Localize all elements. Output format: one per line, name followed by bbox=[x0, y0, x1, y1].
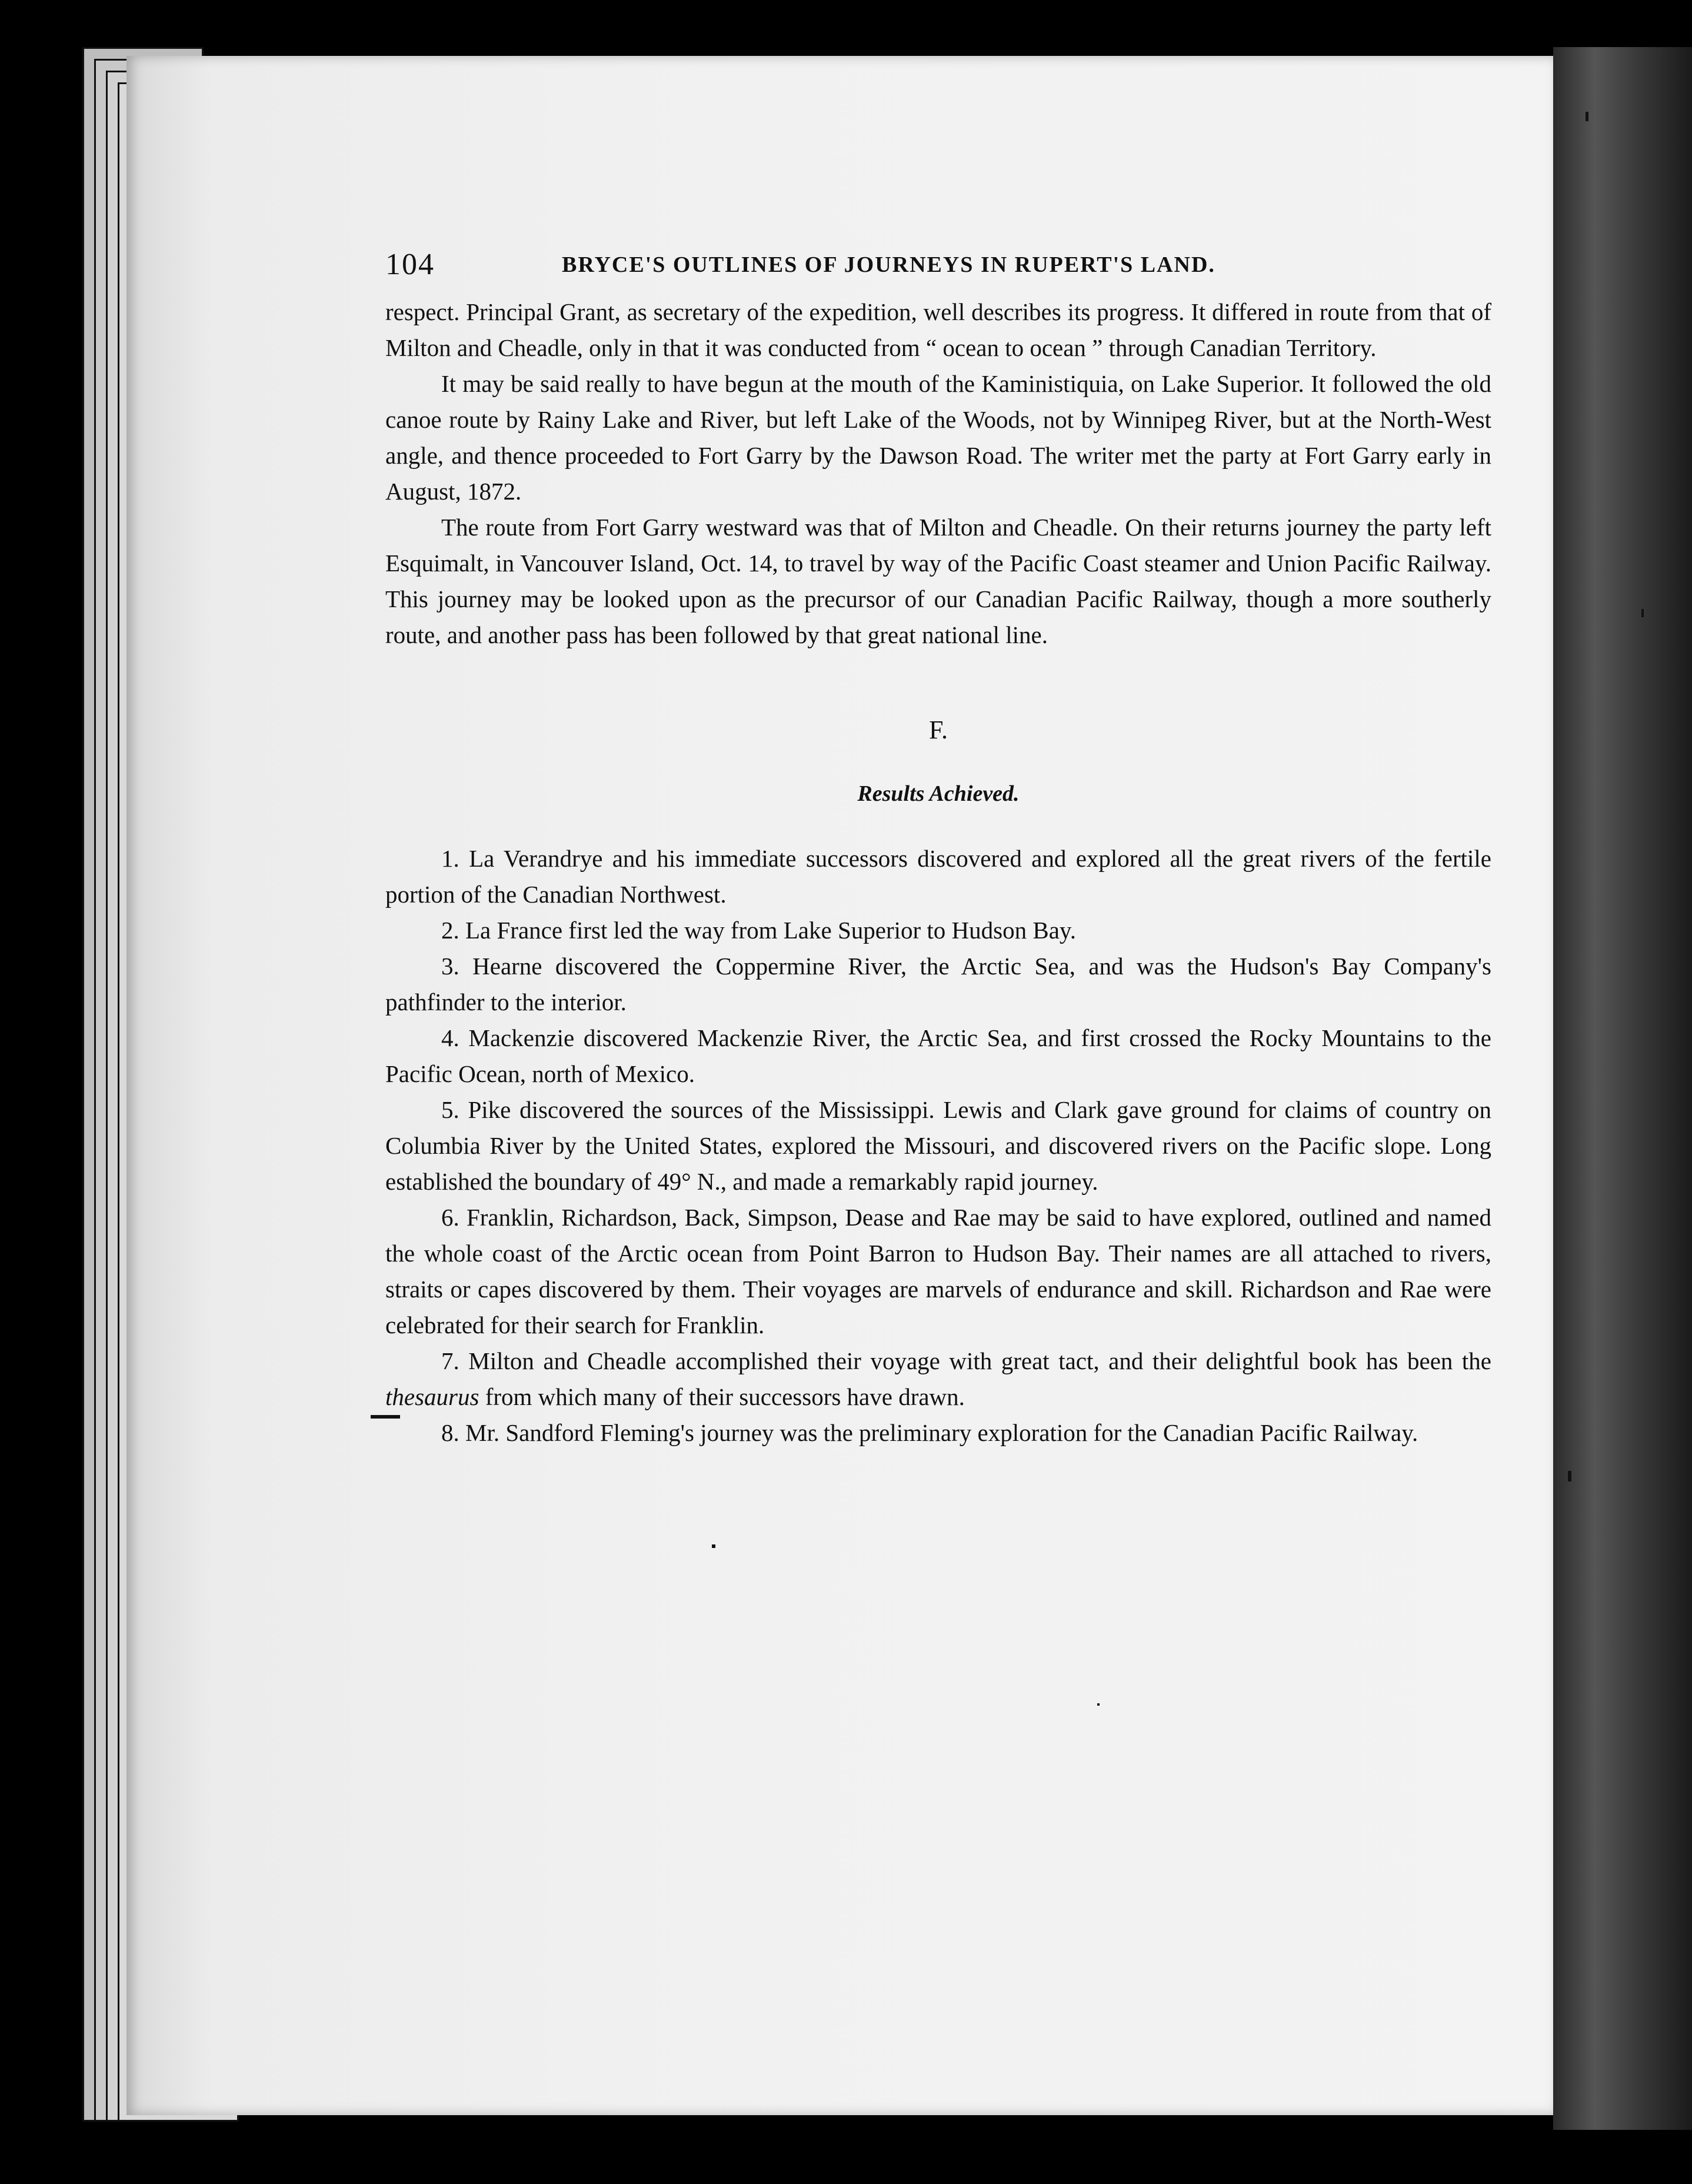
paragraph: respect. Principal Grant, as secretary of the expedition, well describes its progress. It differed in route from that of Milton and Cheadle, only in that it was conducted from “ ocean to ocean ” through Canadian Territory. bbox=[385, 298, 1491, 361]
result-item: 3. Hearne discovered the Coppermine River, the Arctic Sea, and was the Hudson's Bay Company's pathfinder to the interior. bbox=[385, 953, 1491, 1016]
result-item: 5. Pike discovered the sources of the Mississippi. Lewis and Clark gave ground for claims of country on Columbia River by the United States, explored the Missouri, and discovered rivers on the Pacific slope. Long established the boundary of 49° N., and made a remarkably rapid journey. bbox=[385, 1096, 1491, 1195]
running-title: BRYCE'S OUTLINES OF JOURNEYS IN RUPERT'S LAND. bbox=[562, 252, 1215, 277]
result-item bbox=[385, 1343, 1491, 1415]
running-head bbox=[385, 247, 1491, 294]
result-item: 8. Mr. Sandford Fleming's journey was the preliminary exploration for the Canadian Pacific Railway. bbox=[441, 1419, 1418, 1446]
page-text-block bbox=[385, 247, 1491, 1451]
paragraph: It may be said really to have begun at the mouth of the Kaministiquia, on Lake Superior. It followed the old canoe route by Rainy Lake and River, but left Lake of the Woods, not by Winnipeg River, but at the North-West angle, and thence proceeded to Fort Garry by the Dawson Road. The writer met the party at Fort Garry early in August, 1872. bbox=[385, 370, 1491, 505]
result-item: 2. La France first led the way from Lake Superior to Hudson Bay. bbox=[441, 917, 1076, 944]
facing-page-edge bbox=[1553, 47, 1692, 2130]
result-item: 1. La Verandrye and his immediate successors discovered and explored all the great rivers of the fertile portion of the Canadian Northwest. bbox=[385, 845, 1491, 908]
result-item: 6. Franklin, Richardson, Back, Simpson, Dease and Rae may be said to have explored, outlined and named the whole coast of the Arctic ocean from Point Barron to Hudson Bay. Their names are all attached to rivers, straits or capes discovered by them. Their voyages are marvels of endurance and skill. Richardson and Rae were celebrated for their search for Franklin. bbox=[385, 1204, 1491, 1339]
page-number: 104 bbox=[385, 248, 435, 281]
section-title: Results Achieved. bbox=[857, 781, 1020, 806]
paragraph: The route from Fort Garry westward was that of Milton and Cheadle. On their returns journey the party left Esquimalt, in Vancouver Island, Oct. 14, to travel by way of the Pacific Coast steamer and Union Pacific Railway. This journey may be looked upon as the precursor of our Canadian Pacific Railway, though a more southerly route, and another pass has been followed by that great national line. bbox=[385, 514, 1491, 648]
result-7-italic-word: thesaurus bbox=[385, 1383, 479, 1410]
result-7-text-end: from which many of their successors have drawn. bbox=[479, 1383, 965, 1410]
section-letter: F. bbox=[929, 715, 948, 744]
result-7-text: 7. Milton and Cheadle accomplished their voyage with great tact, and their delightful book has been the bbox=[441, 1347, 1491, 1374]
result-item: 4. Mackenzie discovered Mackenzie River, the Arctic Sea, and first crossed the Rocky Mountains to the Pacific Ocean, north of Mexico. bbox=[385, 1024, 1491, 1087]
